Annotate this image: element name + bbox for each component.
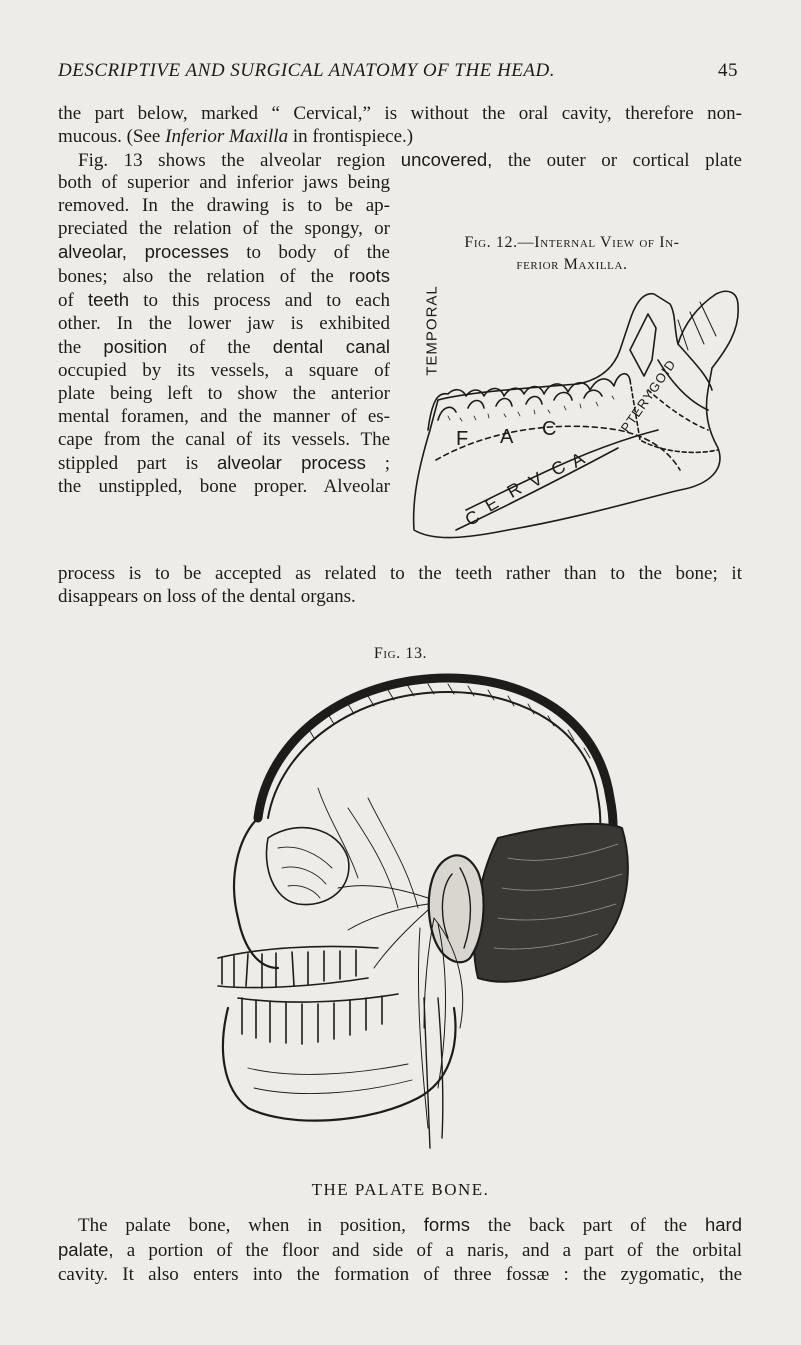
label-a: A bbox=[500, 426, 514, 448]
label-v: V bbox=[525, 468, 546, 492]
emphasis-text: forms bbox=[423, 1214, 471, 1235]
section-heading: THE PALATE BONE. bbox=[311, 1180, 490, 1199]
running-head bbox=[58, 60, 738, 90]
label-temporal: TEMPORAL bbox=[423, 285, 441, 376]
emphasis-text: uncovered, bbox=[400, 149, 493, 170]
paragraph-2-column bbox=[58, 171, 390, 498]
text-line: other. In the lower jaw is exhibited bbox=[58, 313, 390, 334]
text-line bbox=[58, 148, 742, 172]
label-c: C bbox=[547, 456, 569, 480]
text-span: to body of the bbox=[228, 242, 390, 263]
text-line bbox=[58, 240, 390, 264]
text-span: to this process and to each bbox=[129, 290, 391, 311]
text-line: disappears on loss of the dental organs. bbox=[58, 586, 356, 607]
text-line bbox=[58, 335, 390, 359]
label-f: F bbox=[456, 428, 469, 450]
text-line: both of superior and inferior jaws being bbox=[58, 172, 390, 193]
text-line bbox=[58, 1213, 742, 1238]
text-span: bones; also the relation of the bbox=[58, 266, 349, 287]
text-span: a portion of the floor and side of a naris, and a part of the orbital bbox=[113, 1240, 742, 1261]
text-line: the part below, marked “ Cervical,” is without the oral cavity, therefore non- bbox=[58, 103, 742, 124]
paragraph-2-tail bbox=[58, 562, 742, 608]
emphasis-text: alveolar process bbox=[217, 452, 366, 473]
paragraph-1 bbox=[58, 102, 742, 172]
text-span: the bbox=[58, 337, 104, 358]
figure-13-caption bbox=[0, 645, 801, 663]
text-span: the outer or cortical plate bbox=[492, 150, 742, 171]
italic-reference: Inferior Maxilla bbox=[165, 126, 289, 147]
text-span: ; bbox=[365, 453, 390, 474]
caption-line: ferior Maxilla. bbox=[516, 256, 628, 273]
text-line bbox=[58, 288, 390, 312]
palate-bone-paragraph bbox=[58, 1213, 742, 1287]
emphasis-text: alveolar, processes bbox=[58, 241, 229, 262]
label-c: C bbox=[542, 418, 557, 440]
running-head-title: DESCRIPTIVE AND SURGICAL ANATOMY OF THE HEAD. bbox=[58, 60, 555, 81]
emphasis-text: position bbox=[103, 336, 168, 357]
text-line: cape from the canal of its vessels. The bbox=[58, 429, 390, 450]
emphasis-text: hard bbox=[704, 1214, 743, 1235]
figure-13-skull-illustration bbox=[198, 668, 638, 1153]
emphasis-text: palate, bbox=[58, 1239, 114, 1260]
text-line bbox=[58, 451, 390, 475]
label-pterygoid: PTERYGOID bbox=[617, 356, 679, 435]
label-a: A bbox=[567, 448, 588, 472]
emphasis-text: teeth bbox=[87, 289, 130, 310]
text-span: stippled part is bbox=[58, 453, 218, 474]
text-span: in frontispiece.) bbox=[288, 126, 414, 147]
caption-line: Fig. 12.—Internal View of In- bbox=[464, 234, 680, 251]
text-line bbox=[58, 125, 742, 148]
text-line: occupied by its vessels, a square of bbox=[58, 360, 390, 381]
text-line: removed. In the drawing is to be ap- bbox=[58, 195, 390, 216]
text-line bbox=[58, 264, 390, 288]
label-c: C bbox=[461, 506, 483, 530]
text-line: preciated the relation of the spongy, or bbox=[58, 218, 390, 239]
text-span: The palate bone, when in position, bbox=[78, 1215, 424, 1236]
page-number: 45 bbox=[718, 60, 738, 81]
text-line: mental foramen, and the manner of es- bbox=[58, 406, 390, 427]
text-line: process is to be accepted as related to the teeth rather than to the bone; it bbox=[58, 563, 742, 584]
text-span: Fig. 13 shows the alveolar region bbox=[78, 150, 401, 171]
text-span: mucous. (See bbox=[58, 126, 166, 147]
caption-text: Fig. 13. bbox=[373, 645, 428, 662]
text-span: of bbox=[58, 290, 88, 311]
text-line: the unstippled, bone proper. Alveolar bbox=[58, 476, 390, 497]
emphasis-text: roots bbox=[348, 265, 390, 286]
label-e: E bbox=[481, 492, 502, 516]
text-line bbox=[58, 1238, 742, 1263]
figure-12-caption bbox=[402, 232, 742, 276]
figure-12-labels bbox=[408, 280, 744, 545]
text-line: plate being left to show the anterior bbox=[58, 383, 390, 404]
text-span: the back part of the bbox=[470, 1215, 705, 1236]
emphasis-text: dental canal bbox=[272, 336, 390, 357]
text-span: of the bbox=[167, 337, 273, 358]
label-r: R bbox=[503, 478, 525, 502]
text-line: cavity. It also enters into the formation of three fossæ : the zygomatic, the bbox=[58, 1264, 742, 1285]
